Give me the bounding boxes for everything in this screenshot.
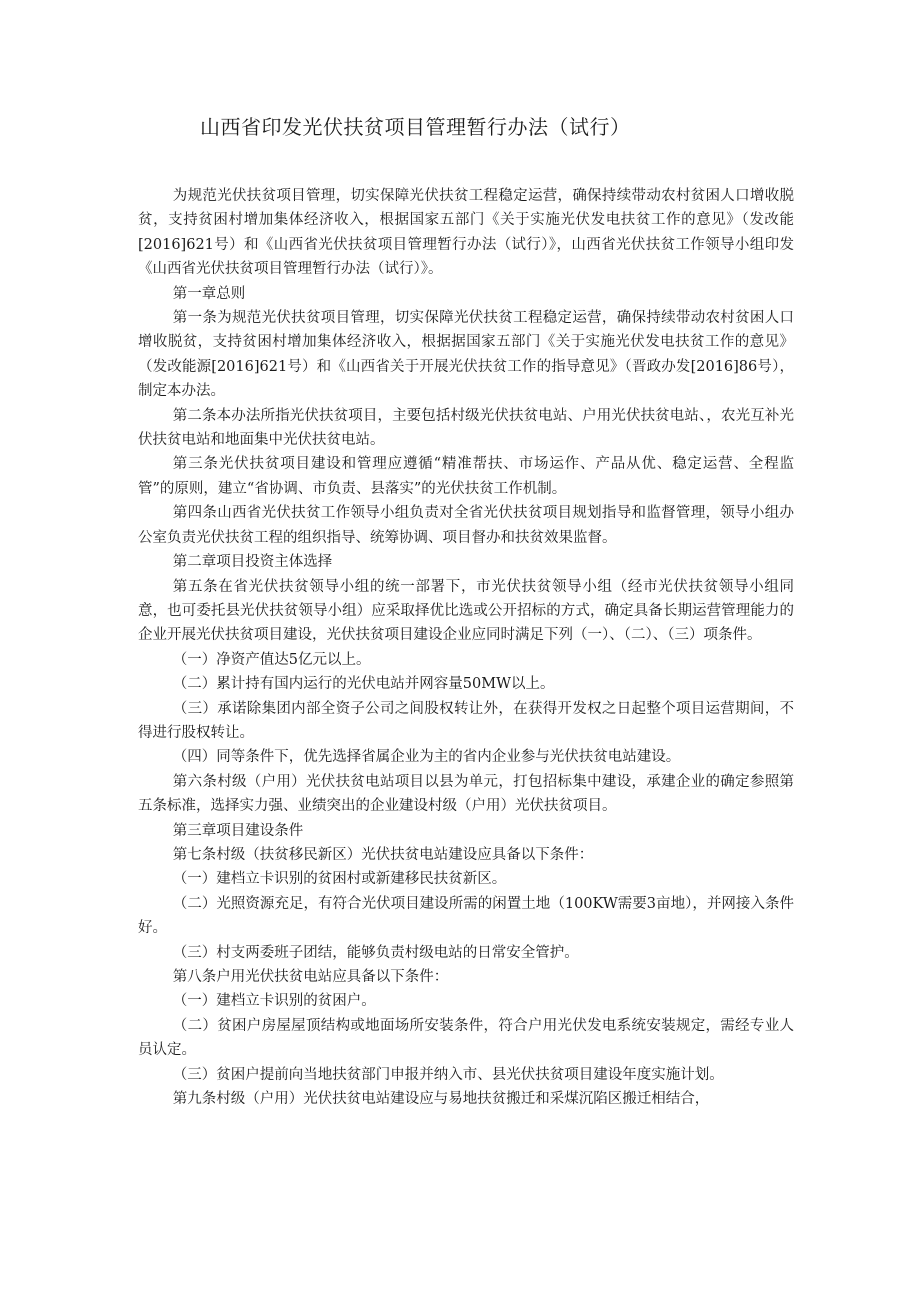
article-paragraph: 第九条村级（户用）光伏扶贫电站建设应与易地扶贫搬迁和采煤沉陷区搬迁相结合， <box>172 1091 710 1108</box>
clause-item: （三）承诺除集团内部全资子公司之间股权转让外，在获得开发权之日起整个项目运营期间，不得进行股权转让。 <box>138 700 794 741</box>
article-paragraph: 第七条村级（扶贫移民新区）光伏扶贫电站建设应具备以下条件： <box>172 846 594 863</box>
clause-item: （四）同等条件下，优先选择省属企业为主的省内企业参与光伏扶贫电站建设。 <box>172 749 681 766</box>
article-paragraph: 第八条户用光伏扶贫电站应具备以下条件： <box>172 969 449 985</box>
document-title: 山西省印发光伏扶贫项目管理暂行办法（试行） <box>200 115 631 139</box>
preamble-paragraph: 为规范光伏扶贫项目管理，切实保障光伏扶贫工程稳定运营，确保持续带动农村贫困人口增收脱贫，支持贫困村增加集体经济收入，根据国家五部门《关于实施光伏发电扶贫工作的意见》（发改能[2016]621号）和《山西省光伏扶贫项目管理暂行办法（试行）》，山西省光伏扶贫工作领导小组印发《山西省光伏扶贫项目管理暂行办法（试行）》。 <box>138 188 794 278</box>
clause-item: （二）光照资源充足，有符合光伏项目建设所需的闲置土地（100KW需要3亩地），并网接入条件好。 <box>138 895 794 937</box>
article-paragraph: 第五条在省光伏扶贫领导小组的统一部署下，市光伏扶贫领导小组（经市光伏扶贫领导小组同意，也可委托县光伏扶贫领导小组）应采取择优比选或公开招标的方式，确定具备长期运营管理能力的企业开展光伏扶贫项目建设，光伏扶贫项目建设企业应同时满足下列（一）、（二）、（三）项条件。 <box>138 578 794 644</box>
chapter-heading: 第二章项目投资主体选择 <box>172 554 333 571</box>
document-body <box>138 184 794 1111</box>
chapter-heading: 第一章总则 <box>172 285 246 302</box>
clause-item: （二）贫困户房屋屋顶结构或地面场所安装条件，符合户用光伏发电系统安装规定，需经专业人员认定。 <box>138 1017 794 1059</box>
clause-item: （二）累计持有国内运行的光伏电站并网容量50MW以上。 <box>172 676 555 693</box>
clause-item: （三）贫困户提前向当地扶贫部门申报并纳入市、县光伏扶贫项目建设年度实施计划。 <box>172 1066 724 1083</box>
clause-item: （一）建档立卡识别的贫困户。 <box>172 993 376 1010</box>
clause-item: （一）建档立卡识别的贫困村或新建移民扶贫新区。 <box>172 871 507 888</box>
article-paragraph: 第一条为规范光伏扶贫项目管理，切实保障光伏扶贫工程稳定运营，确保持续带动农村贫困人口增收脱贫，支持贫困村增加集体经济收入，根据据国家五部门《关于实施光伏发电扶贫工作的意见》（发改能源[2016]621号）和《山西省关于开展光伏扶贫工作的指导意见》（晋政办发[2016]86号），制定本办法。 <box>138 310 794 400</box>
article-paragraph: 第四条山西省光伏扶贫工作领导小组负责对全省光伏扶贫项目规划指导和监督管理，领导小组办公室负责光伏扶贫工程的组织指导、统筹协调、项目督办和扶贫效果监督。 <box>138 505 794 546</box>
article-paragraph: 第六条村级（户用）光伏扶贫电站项目以县为单元，打包招标集中建设，承建企业的确定参照第五条标准，选择实力强、业绩突出的企业建设村级（户用）光伏扶贫项目。 <box>138 773 794 815</box>
clause-item: （三）村支两委班子团结，能够负责村级电站的日常安全管护。 <box>172 944 579 961</box>
clause-item: （一）净资产值达5亿元以上。 <box>172 651 371 668</box>
article-paragraph: 第三条光伏扶贫项目建设和管理应遵循“精准帮扶、市场运作、产品从优、稳定运营、全程监管”的原则，建立“省协调、市负责、县落实”的光伏扶贫工作机制。 <box>138 456 794 497</box>
article-paragraph: 第二条本办法所指光伏扶贫项目，主要包括村级光伏扶贫电站、户用光伏扶贫电站、，农光互补光伏扶贫电站和地面集中光伏扶贫电站。 <box>138 407 794 449</box>
chapter-heading: 第三章项目建设条件 <box>172 822 304 839</box>
